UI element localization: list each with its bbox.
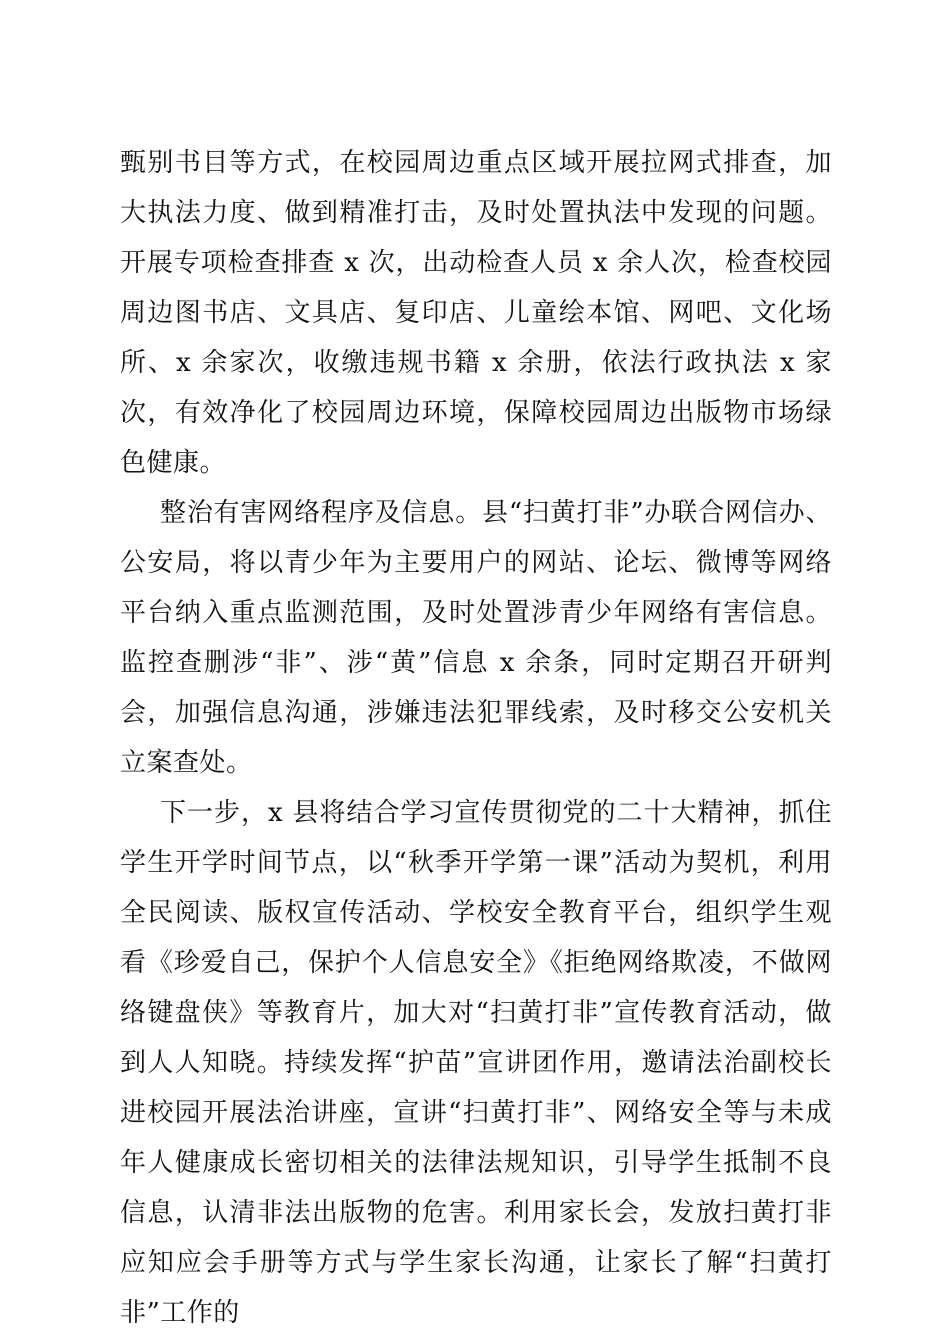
document-body <box>120 138 832 1338</box>
paragraph-continuation: 甄别书目等方式，在校园周边重点区域开展拉网式排查，加大执法力度、做到精准打击，及时处置执法中发现的问题。开展专项检查排查 x 次，出动检查人员 x 余人次，检查校园周边图书店、文具店、复印店、儿童绘本馆、网吧、文化场所、x 余家次，收缴违规书籍 x 余册，依法行政执法 x 家次，有效净化了校园周边环境，保障校园周边出版物市场绿色健康。 <box>120 148 832 478</box>
paragraph-next-steps: 下一步，x 县将结合学习宣传贯彻党的二十大精神，抓住学生开学时间节点，以“秋季开学第一课”活动为契机，利用全民阅读、版权宣传活动、学校安全教育平台，组织学生观看《珍爱自己，保护个人信息安全》《拒绝网络欺凌，不做网络键盘侠》等教育片，加大对“扫黄打非”宣传教育活动，做到人人知晓。持续发挥“护苗”宣讲团作用，邀请法治副校长进校园开展法治讲座，宣讲“扫黄打非”、网络安全等与未成年人健康成长密切相关的法律法规知识，引导学生抵制不良信息，认清非法出版物的危害。利用家长会，发放扫黄打非应知应会手册等方式与学生家长沟通，让家长了解“扫黄打非”工作的 <box>120 798 832 1328</box>
paragraph-network-governance: 整治有害网络程序及信息。县“扫黄打非”办联合网信办、公安局，将以青少年为主要用户的网站、论坛、微博等网络平台纳入重点监测范围，及时处置涉青少年网络有害信息。监控查删涉“非”、涉“黄”信息 x 余条，同时定期召开研判会，加强信息沟通，涉嫌违法犯罪线索，及时移交公安机关立案查处。 <box>120 498 832 778</box>
